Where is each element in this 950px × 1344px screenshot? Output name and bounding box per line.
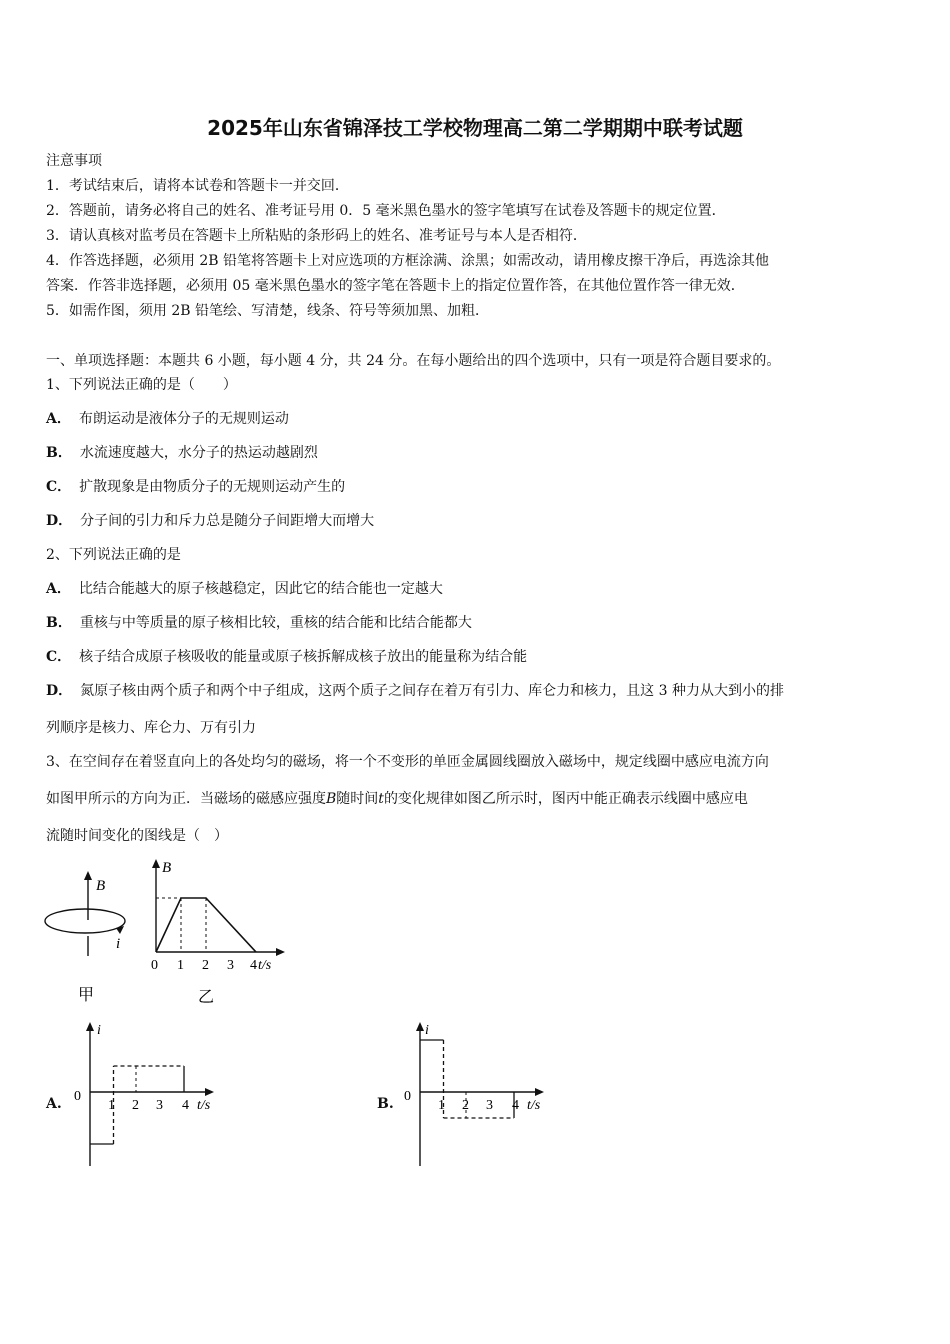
question-3-line: 流随时间变化的图线是（ ） (46, 828, 228, 844)
arrow-head-icon (84, 871, 92, 880)
option-label: A． (46, 581, 71, 597)
q2-option-d-continued: 列顺序是核力、库仑力、万有引力 (46, 720, 256, 736)
question-3-line: 3、在空间存在着竖直向上的各处均匀的磁场，将一个不变形的单匝金属圆线圈放入磁场中，规定线圈中感应电流方向 (46, 754, 769, 770)
symbol-b: B (326, 791, 337, 807)
symbol-t: t (378, 791, 384, 807)
option-text: 重核与中等质量的原子核相比较，重核的结合能和比结合能都大 (79, 615, 472, 631)
x-axis-label: t/s (197, 1098, 211, 1113)
x-axis-label: t/s (258, 958, 272, 973)
figure-caption: 乙 (198, 989, 215, 1006)
option-label: B. (377, 1096, 394, 1112)
q3-text: 随时间 (336, 791, 379, 807)
b-label: B (96, 878, 106, 894)
graph-option-a (70, 1016, 230, 1172)
x-axis-arrow-icon (205, 1088, 214, 1096)
origin-label: 0 (404, 1089, 411, 1104)
figure-jia-coil (40, 868, 140, 1008)
tick-label: 1 (108, 1098, 115, 1113)
y-axis-label: i (425, 1023, 429, 1038)
y-axis-label: B (162, 860, 172, 876)
tick-label: 3 (156, 1098, 163, 1113)
notice-item: 5．如需作图，须用 2B 铅笔绘、写清楚，线条、符号等须加黑、加粗． (46, 303, 490, 319)
page-title: 2025年山东省锦泽技工学校物理高二第二学期期中联考试题 (207, 116, 743, 140)
option-text: 分子间的引力和斥力总是随分子间距增大而增大 (80, 513, 375, 529)
question-3-line (46, 789, 908, 809)
notice-item: 2．答题前，请务必将自己的姓名、准考证号用 0．5 毫米黑色墨水的签字笔填写在试卷及答题卡的规定位置． (46, 203, 726, 219)
q2-option-c (46, 647, 908, 667)
origin-label: 0 (74, 1089, 81, 1104)
y-axis-arrow-icon (152, 859, 160, 868)
tick-label: 2 (132, 1098, 139, 1113)
tick-label: 1 (438, 1098, 445, 1113)
option-label: C． (46, 479, 72, 495)
notice-heading: 注意事项 (46, 153, 102, 169)
q1-option-b (46, 443, 908, 463)
notice-item: 答案．作答非选择题，必须用 05 毫米黑色墨水的签字笔在答题卡上的指定位置作答，在其他位置作答一律无效． (46, 278, 745, 294)
x-axis-arrow-icon (535, 1088, 544, 1096)
option-text: 水流速度越大，水分子的热运动越剧烈 (79, 445, 318, 461)
section-heading: 一、单项选择题：本题共 6 小题，每小题 4 分，共 24 分。在每小题给出的四个选项中，只有一项是符合题目要求的。 (46, 353, 781, 369)
tick-label: 3 (486, 1098, 493, 1113)
tick-label: 2 (462, 1098, 469, 1113)
option-label: D． (46, 513, 73, 529)
coil-loop (45, 909, 125, 933)
question-1-stem: 1、下列说法正确的是（ ） (46, 377, 237, 393)
tick-label: 3 (227, 958, 234, 973)
graph-option-b (400, 1016, 560, 1172)
y-axis-arrow-icon (416, 1022, 424, 1031)
x-axis-label: t/s (527, 1098, 541, 1113)
notice-item: 1．考试结束后，请将本试卷和答题卡一并交回． (46, 178, 349, 194)
tick-label: 2 (202, 958, 209, 973)
option-text: 比结合能越大的原子核越稳定，因此它的结合能也一定越大 (78, 581, 443, 597)
question-2-stem: 2、下列说法正确的是 (46, 547, 181, 563)
q1-option-a (46, 409, 908, 429)
y-axis-label: i (97, 1023, 101, 1038)
tick-label: 0 (151, 958, 158, 973)
q2-option-b (46, 613, 908, 633)
q1-option-d (46, 511, 908, 531)
tick-label: 4 (512, 1098, 519, 1113)
current-direction-icon (116, 926, 124, 934)
figure-caption: 甲 (78, 987, 95, 1004)
x-axis-arrow-icon (276, 948, 285, 956)
option-label: B． (46, 445, 72, 461)
option-label: D． (46, 683, 73, 699)
q2-option-a (46, 579, 908, 599)
q3-text: 的变化规律如图乙所示时，图丙中能正确表示线圈中感应电 (383, 791, 748, 807)
option-label: A. (46, 1096, 62, 1112)
notice-item: 4．作答选择题，必须用 2B 铅笔将答题卡上对应选项的方框涂满、涂黑；如需改动，请用橡皮擦干净后，再选涂其他 (46, 253, 769, 269)
tick-label: 1 (177, 958, 184, 973)
option-text: 氮原子核由两个质子和两个中子组成，这两个质子之间存在着万有引力、库仑力和核力，且这 3 种力从大到小的排 (80, 683, 784, 699)
option-text: 扩散现象是由物质分子的无规则运动产生的 (79, 479, 346, 495)
q3-text: 如图甲所示的方向为正．当磁场的磁感应强度 (46, 791, 326, 807)
option-label: B． (46, 615, 72, 631)
option-text: 布朗运动是液体分子的无规则运动 (78, 411, 289, 427)
tick-label: 4 (250, 958, 257, 973)
q2-option-d (46, 681, 908, 701)
option-label: C． (46, 649, 72, 665)
q1-option-c (46, 477, 908, 497)
y-axis-arrow-icon (86, 1022, 94, 1031)
option-text: 核子结合成原子核吸收的能量或原子核拆解成核子放出的能量称为结合能 (79, 649, 528, 665)
option-label: A． (46, 411, 71, 427)
notice-item: 3．请认真核对监考员在答题卡上所粘贴的条形码上的姓名、准考证号与本人是否相符． (46, 228, 587, 244)
tick-label: 4 (182, 1098, 189, 1113)
figure-yi-graph (140, 856, 300, 1008)
i-label: i (116, 936, 121, 952)
